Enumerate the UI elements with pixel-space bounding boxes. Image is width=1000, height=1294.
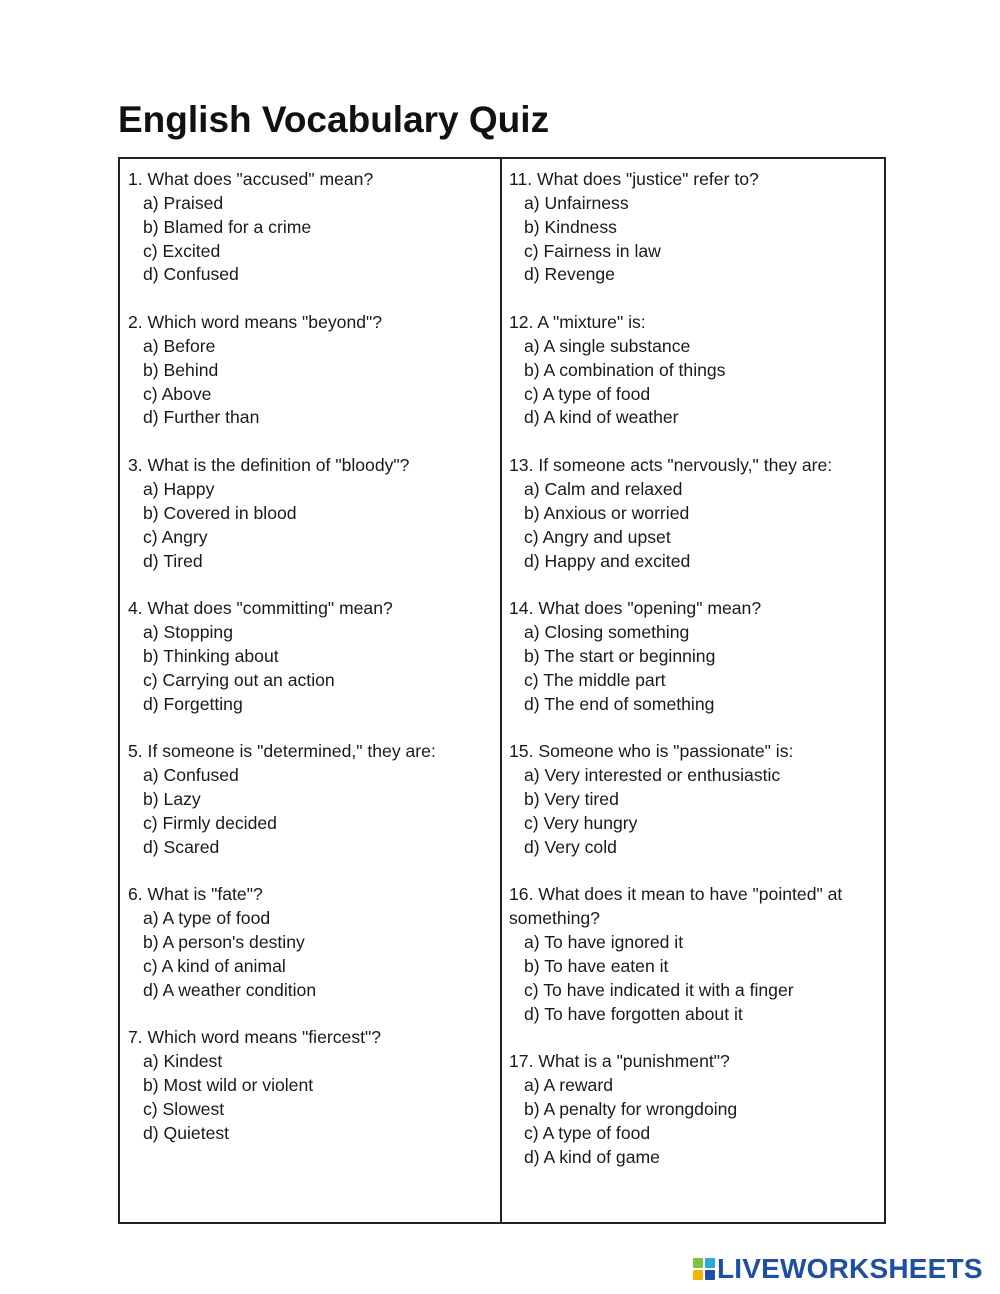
answer-option: a) Stopping	[143, 622, 233, 643]
answer-option: c) Firmly decided	[143, 812, 277, 833]
logo-square	[705, 1270, 715, 1280]
question-text: 11. What does "justice" refer to?	[509, 169, 759, 189]
answer-option: d) Forgetting	[143, 693, 243, 714]
logo-text: LIVEWORKSHEETS	[717, 1253, 983, 1284]
question-text: 13. If someone acts "nervously," they are:	[509, 455, 833, 476]
answer-option: a) Unfairness	[524, 192, 629, 213]
answer-option: d) To have forgotten about it	[524, 1003, 743, 1024]
options-list	[128, 764, 494, 859]
question-text: 6. What is "fate"?	[128, 884, 263, 905]
question-block	[509, 1050, 878, 1169]
answer-option: d) Scared	[143, 836, 220, 857]
question-text: 7. Which word means "fiercest"?	[128, 1027, 382, 1048]
answer-option: b) Very tired	[524, 788, 619, 809]
logo-square	[693, 1270, 703, 1280]
question-block	[128, 168, 494, 287]
question-block	[509, 168, 878, 287]
answer-option: b) Most wild or violent	[143, 1075, 314, 1096]
answer-option: d) A kind of game	[524, 1146, 660, 1167]
question-block	[128, 597, 494, 716]
answer-option: c) Angry and upset	[524, 526, 671, 547]
question-block	[509, 311, 878, 430]
question-text: 15. Someone who is "passionate" is:	[509, 741, 794, 762]
question-block	[128, 454, 494, 573]
logo-square	[705, 1258, 715, 1268]
answer-option: b) Thinking about	[143, 645, 279, 666]
question-text: 1. What does "accused" mean?	[128, 169, 374, 189]
answer-option: b) Lazy	[143, 788, 201, 809]
answer-option: c) A type of food	[524, 383, 651, 404]
answer-option: c) A type of food	[524, 1122, 651, 1143]
answer-option: c) Carrying out an action	[143, 669, 335, 690]
answer-option: a) To have ignored it	[524, 932, 684, 952]
answer-option: d) Very cold	[524, 836, 617, 857]
answer-option: d) A kind of weather	[524, 407, 679, 428]
answer-option: a) Calm and relaxed	[524, 478, 683, 499]
question-block	[128, 1026, 494, 1145]
answer-option: b) A penalty for wrongdoing	[524, 1098, 738, 1119]
question-text: 3. What is the definition of "bloody"?	[128, 455, 410, 476]
question-block	[128, 311, 494, 430]
answer-option: b) To have eaten it	[524, 955, 669, 976]
answer-option: d) Confused	[143, 264, 239, 285]
answer-option: c) Slowest	[143, 1098, 225, 1119]
answer-option: a) Praised	[143, 192, 224, 213]
answer-option: c) Very hungry	[524, 812, 638, 833]
options-list	[128, 1050, 494, 1145]
answer-option: c) To have indicated it with a finger	[524, 979, 794, 1000]
question-block	[509, 740, 878, 859]
answer-option: a) Very interested or enthusiastic	[524, 765, 781, 786]
question-text: 5. If someone is "determined," they are:	[128, 741, 436, 762]
answer-option: d) Further than	[143, 407, 260, 428]
answer-option: a) Happy	[143, 478, 215, 499]
answer-option: b) Blamed for a crime	[143, 216, 312, 237]
logo-square	[693, 1258, 703, 1268]
answer-option: c) Fairness in law	[524, 240, 661, 261]
answer-option: b) Anxious or worried	[524, 502, 690, 523]
answer-option: a) Closing something	[524, 622, 690, 643]
answer-option: a) Confused	[143, 765, 239, 786]
options-list	[128, 621, 494, 716]
left-column	[120, 159, 502, 1222]
question-block	[509, 883, 878, 1026]
answer-option: a) Kindest	[143, 1051, 223, 1072]
answer-option: c) A kind of animal	[143, 955, 286, 976]
answer-option: d) Revenge	[524, 264, 615, 285]
answer-option: b) Covered in blood	[143, 502, 297, 523]
options-list	[128, 478, 494, 573]
options-list	[509, 621, 878, 716]
answer-option: b) A combination of things	[524, 359, 726, 380]
question-text: 12. A "mixture" is:	[509, 312, 646, 333]
liveworksheets-logo-icon	[693, 1258, 715, 1280]
answer-option: d) Happy and excited	[524, 550, 691, 571]
answer-option: c) Above	[143, 383, 212, 404]
right-column	[502, 159, 884, 1222]
options-list	[128, 907, 494, 1002]
question-block	[509, 597, 878, 716]
quiz-table	[118, 157, 886, 1224]
answer-option: c) Angry	[143, 526, 208, 547]
options-list	[509, 1074, 878, 1169]
question-text: 2. Which word means "beyond"?	[128, 312, 383, 333]
answer-option: a) A reward	[524, 1075, 613, 1096]
question-block	[128, 740, 494, 859]
page-title: English Vocabulary Quiz	[118, 99, 550, 140]
question-block	[509, 454, 878, 573]
answer-option: d) Quietest	[143, 1122, 230, 1143]
answer-option: d) A weather condition	[143, 979, 317, 1000]
options-list	[509, 764, 878, 859]
question-block	[128, 883, 494, 1002]
question-text: 4. What does "committing" mean?	[128, 598, 393, 619]
options-list	[128, 335, 494, 430]
liveworksheets-logo	[693, 1254, 983, 1284]
answer-option: a) A single substance	[524, 335, 691, 356]
answer-option: c) The middle part	[524, 669, 666, 690]
options-list	[128, 192, 494, 287]
question-text: 17. What is a "punishment"?	[509, 1051, 730, 1072]
options-list	[509, 192, 878, 287]
answer-option: b) A person's destiny	[143, 932, 305, 952]
answer-option: a) Before	[143, 335, 216, 356]
answer-option: b) The start or beginning	[524, 645, 716, 666]
question-text: 14. What does "opening" mean?	[509, 598, 762, 619]
question-text: 16. What does it mean to have "pointed" at something?	[509, 884, 843, 929]
answer-option: b) Kindness	[524, 216, 617, 237]
options-list	[509, 478, 878, 573]
options-list	[509, 931, 878, 1026]
answer-option: a) A type of food	[143, 908, 271, 929]
answer-option: d) The end of something	[524, 693, 715, 714]
options-list	[509, 335, 878, 430]
answer-option: c) Excited	[143, 240, 221, 261]
answer-option: b) Behind	[143, 359, 219, 380]
answer-option: d) Tired	[143, 550, 203, 571]
